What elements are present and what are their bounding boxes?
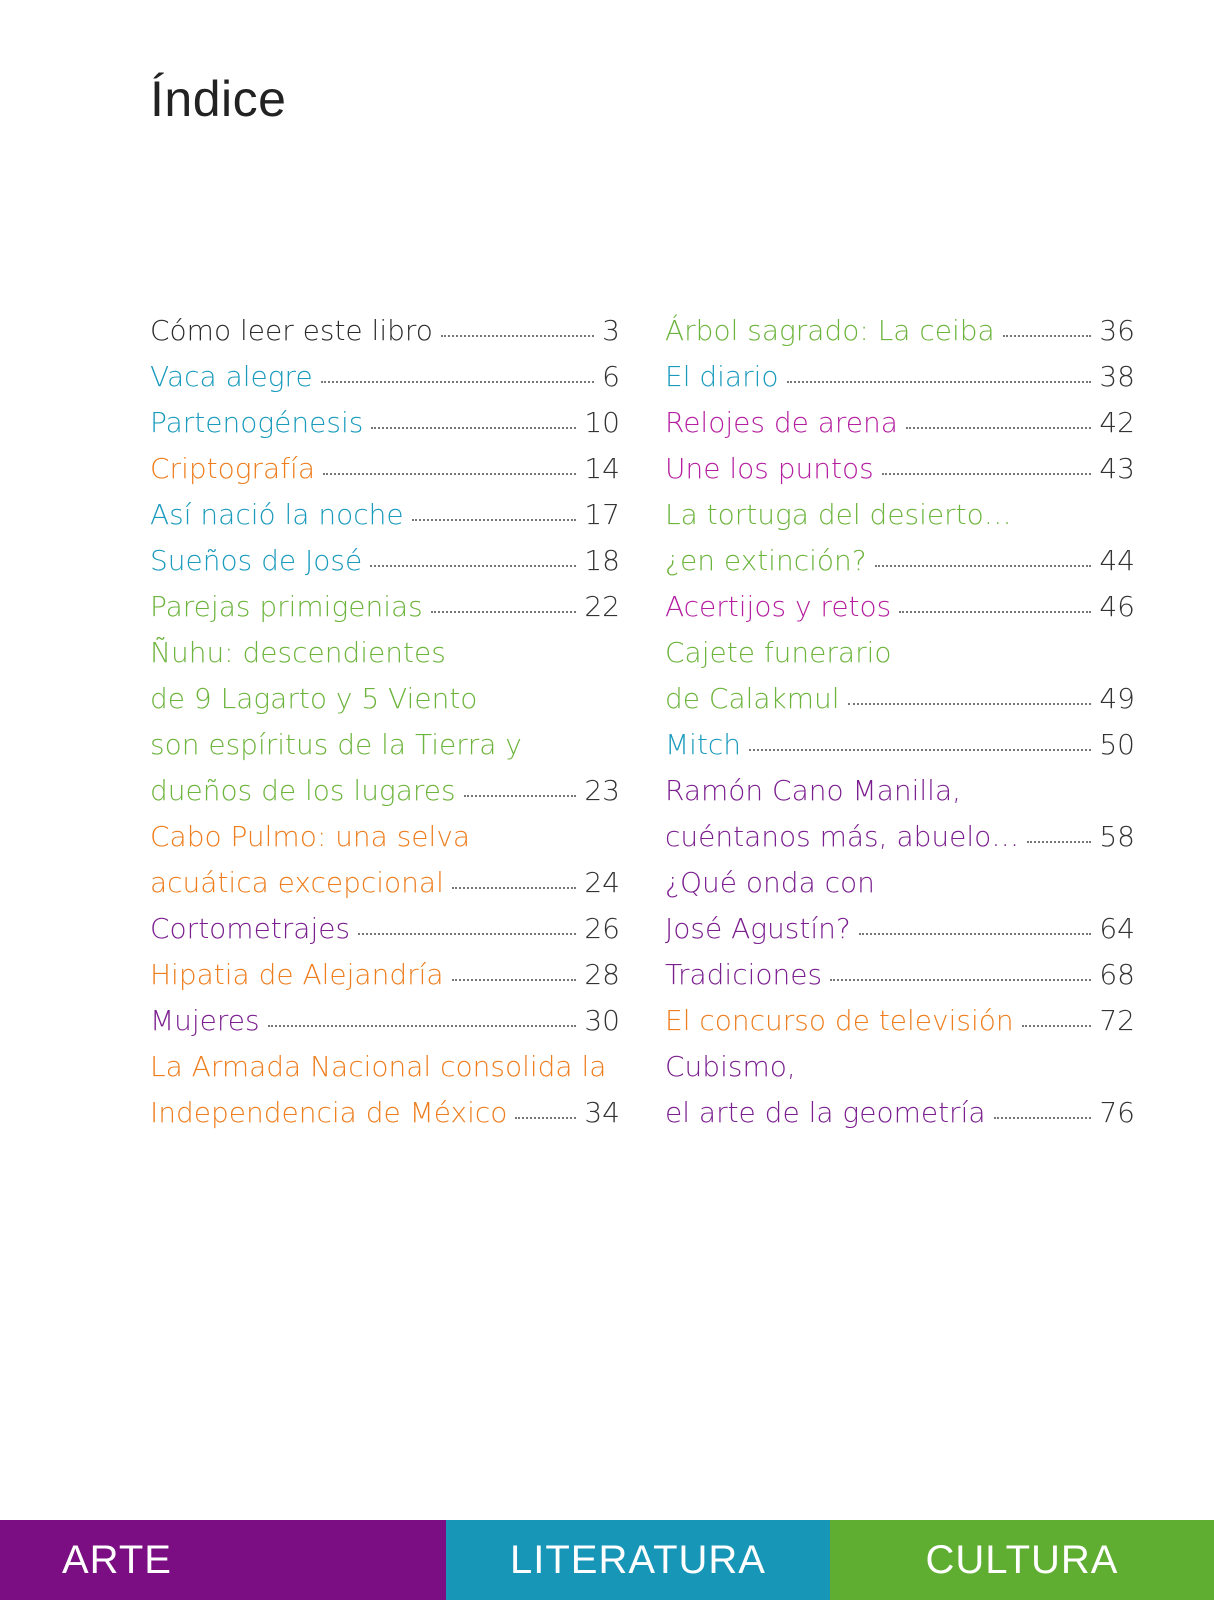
toc-entry-line <box>150 1090 620 1136</box>
toc-entry[interactable] <box>150 492 620 538</box>
toc-entry-title: Árbol sagrado: La ceiba <box>665 314 995 347</box>
toc-entry-title: acuática excepcional <box>150 866 444 899</box>
toc-entry-line <box>150 952 620 998</box>
toc-entry-title: Cómo leer este libro <box>150 314 433 347</box>
toc-page-number: 49 <box>1099 682 1135 715</box>
toc-entry-title: Cabo Pulmo: una selva <box>150 820 471 853</box>
toc-entry-title: Criptografía <box>150 452 315 485</box>
dot-leader <box>358 933 576 935</box>
toc-entry-title: Acertijos y retos <box>665 590 892 623</box>
toc-entry-title: ¿en extinción? <box>665 544 867 577</box>
toc-page-number: 26 <box>584 912 620 945</box>
toc-entry-line <box>665 676 1135 722</box>
toc-entry-line <box>150 630 620 676</box>
toc-entry[interactable] <box>150 906 620 952</box>
toc-page-number: 44 <box>1099 544 1135 577</box>
toc-entry[interactable] <box>150 400 620 446</box>
toc-entry[interactable] <box>150 538 620 584</box>
dot-leader <box>515 1117 576 1119</box>
toc-entry-line <box>150 998 620 1044</box>
toc-page-number: 14 <box>584 452 620 485</box>
toc-entry[interactable] <box>665 492 1135 584</box>
toc-entry[interactable] <box>665 952 1135 998</box>
dot-leader <box>1003 335 1092 337</box>
toc-entry-line <box>665 308 1135 354</box>
toc-entry[interactable] <box>665 768 1135 860</box>
toc-entry[interactable] <box>665 446 1135 492</box>
toc-entry[interactable] <box>150 308 620 354</box>
toc-entry-line <box>150 768 620 814</box>
dot-leader <box>412 519 577 521</box>
dot-leader <box>749 749 1091 751</box>
toc-entry[interactable] <box>665 998 1135 1044</box>
dot-leader <box>875 565 1092 567</box>
dot-leader <box>830 979 1091 981</box>
toc-entry-title: Así nació la noche <box>150 498 404 531</box>
toc-entry[interactable] <box>150 446 620 492</box>
toc-entry-line <box>665 722 1135 768</box>
toc-entry[interactable] <box>150 814 620 906</box>
toc-page-number: 22 <box>584 590 620 623</box>
toc-page-number: 50 <box>1099 728 1135 761</box>
dot-leader <box>268 1025 577 1027</box>
toc-entry-line <box>150 354 620 400</box>
toc-entry[interactable] <box>665 584 1135 630</box>
toc-entry-line <box>150 676 620 722</box>
toc-entry-title: Cajete funerario <box>665 636 892 669</box>
toc-page-number: 36 <box>1099 314 1135 347</box>
toc-entry-title: de Calakmul <box>665 682 840 715</box>
toc-entry[interactable] <box>150 584 620 630</box>
toc-entry-line <box>150 492 620 538</box>
toc-entry-title: ¿Qué onda con <box>665 866 875 899</box>
toc-entry-line <box>665 952 1135 998</box>
toc-page-number: 3 <box>602 314 620 347</box>
toc-entry-line <box>665 584 1135 630</box>
toc-entry[interactable] <box>665 400 1135 446</box>
toc-entry-line <box>150 584 620 630</box>
dot-leader <box>1022 1025 1092 1027</box>
dot-leader <box>371 427 576 429</box>
toc-entry-line <box>150 814 620 860</box>
toc-page-number: 46 <box>1099 590 1135 623</box>
toc-page-number: 6 <box>602 360 620 393</box>
page-title: Índice <box>150 71 287 127</box>
toc-entry-title: Une los puntos <box>665 452 874 485</box>
toc-entry-title: José Agustín? <box>665 912 851 945</box>
toc-entry-line <box>665 860 1135 906</box>
toc-entry-title: Cubismo, <box>665 1050 796 1083</box>
dot-leader <box>787 381 1092 383</box>
toc-entry-title: Relojes de arena <box>665 406 898 439</box>
footer-band-arte <box>0 1520 446 1600</box>
toc-entry-title: Partenogénesis <box>150 406 364 439</box>
dot-leader <box>323 473 576 475</box>
dot-leader <box>882 473 1092 475</box>
dot-leader <box>1027 841 1091 843</box>
toc-page-number: 76 <box>1099 1096 1135 1129</box>
dot-leader <box>994 1117 1092 1119</box>
toc-entry-line <box>665 446 1135 492</box>
toc-entry[interactable] <box>150 952 620 998</box>
toc-page-number: 30 <box>584 1004 620 1037</box>
dot-leader <box>452 979 577 981</box>
toc-page-number: 34 <box>584 1096 620 1129</box>
toc-entry-line <box>150 400 620 446</box>
toc-entry-title: Hipatia de Alejandría <box>150 958 444 991</box>
toc-entry-line <box>150 1044 620 1090</box>
toc-entry-line <box>665 354 1135 400</box>
toc-entry-line <box>665 998 1135 1044</box>
toc-entry-line <box>150 308 620 354</box>
toc-entry[interactable] <box>150 998 620 1044</box>
toc-entry-line <box>150 722 620 768</box>
toc-entry-line <box>665 630 1135 676</box>
toc-page-number: 18 <box>584 544 620 577</box>
toc-entry[interactable] <box>150 354 620 400</box>
toc-entry-title: El diario <box>665 360 779 393</box>
toc-page-number: 64 <box>1099 912 1135 945</box>
toc-entry[interactable] <box>665 1044 1135 1136</box>
toc-entry-title: El concurso de televisión <box>665 1004 1014 1037</box>
dot-leader <box>848 703 1092 705</box>
toc-entry[interactable] <box>665 630 1135 722</box>
toc-entry-title: Mujeres <box>150 1004 260 1037</box>
toc-entry[interactable] <box>150 630 620 814</box>
toc-page-number: 68 <box>1099 958 1135 991</box>
toc-entry-line <box>150 538 620 584</box>
toc-entry-title: Cortometrajes <box>150 912 351 945</box>
footer-band-literatura <box>446 1520 830 1600</box>
toc-entry-title: Tradiciones <box>665 958 823 991</box>
toc-entry-line <box>665 492 1135 538</box>
toc-page-number: 58 <box>1099 820 1135 853</box>
toc-page-number: 42 <box>1099 406 1135 439</box>
toc-page-number: 17 <box>584 498 620 531</box>
toc-left-column <box>150 308 620 1136</box>
dot-leader <box>464 795 577 797</box>
toc-entry-title: de 9 Lagarto y 5 Viento <box>150 682 478 715</box>
toc-entry-line <box>665 814 1135 860</box>
footer-label-literatura: LITERATURA <box>510 1537 766 1582</box>
toc-entry-line <box>665 538 1135 584</box>
toc-page-number: 43 <box>1099 452 1135 485</box>
toc-entry-line <box>665 400 1135 446</box>
category-footer <box>0 1520 1214 1600</box>
toc-entry[interactable] <box>665 354 1135 400</box>
toc-entry-line <box>665 906 1135 952</box>
dot-leader <box>370 565 576 567</box>
toc-entry[interactable] <box>150 1044 620 1136</box>
dot-leader <box>441 335 594 337</box>
toc-entry[interactable] <box>665 860 1135 952</box>
dot-leader <box>431 611 577 613</box>
toc-entry-line <box>665 1090 1135 1136</box>
toc-entry-title: Vaca alegre <box>150 360 313 393</box>
toc-page-number: 28 <box>584 958 620 991</box>
footer-band-cultura <box>830 1520 1214 1600</box>
toc-entry-line <box>665 768 1135 814</box>
toc-page-number: 72 <box>1099 1004 1135 1037</box>
footer-label-cultura: CULTURA <box>925 1537 1119 1582</box>
toc-entry-line <box>665 1044 1135 1090</box>
toc-entry-title: Mitch <box>665 728 742 761</box>
toc-entry-title: La Armada Nacional consolida la <box>150 1050 607 1083</box>
dot-leader <box>859 933 1092 935</box>
toc-entry[interactable] <box>665 308 1135 354</box>
footer-label-arte: ARTE <box>62 1537 172 1582</box>
toc-entry-title: Parejas primigenias <box>150 590 423 623</box>
toc-entry-line <box>150 860 620 906</box>
toc-entry[interactable] <box>665 722 1135 768</box>
dot-leader <box>321 381 594 383</box>
toc-entry-title: son espíritus de la Tierra y <box>150 728 522 761</box>
toc-entry-title: el arte de la geometría <box>665 1096 986 1129</box>
toc-entry-line <box>150 446 620 492</box>
toc-entry-title: La tortuga del desierto… <box>665 498 1012 531</box>
toc-page-number: 38 <box>1099 360 1135 393</box>
dot-leader <box>452 887 576 889</box>
toc-page-number: 23 <box>584 774 620 807</box>
toc-entry-title: cuéntanos más, abuelo… <box>665 820 1020 853</box>
dot-leader <box>899 611 1091 613</box>
toc-right-column <box>665 308 1135 1136</box>
toc-entry-title: dueños de los lugares <box>150 774 456 807</box>
toc-entry-title: Sueños de José <box>150 544 363 577</box>
toc-entry-line <box>150 906 620 952</box>
toc-entry-title: Independencia de México <box>150 1096 508 1129</box>
toc-entry-title: Ñuhu: descendientes <box>150 636 446 669</box>
dot-leader <box>906 427 1091 429</box>
toc-entry-title: Ramón Cano Manilla, <box>665 774 961 807</box>
toc-page-number: 24 <box>584 866 620 899</box>
toc-page-number: 10 <box>584 406 620 439</box>
